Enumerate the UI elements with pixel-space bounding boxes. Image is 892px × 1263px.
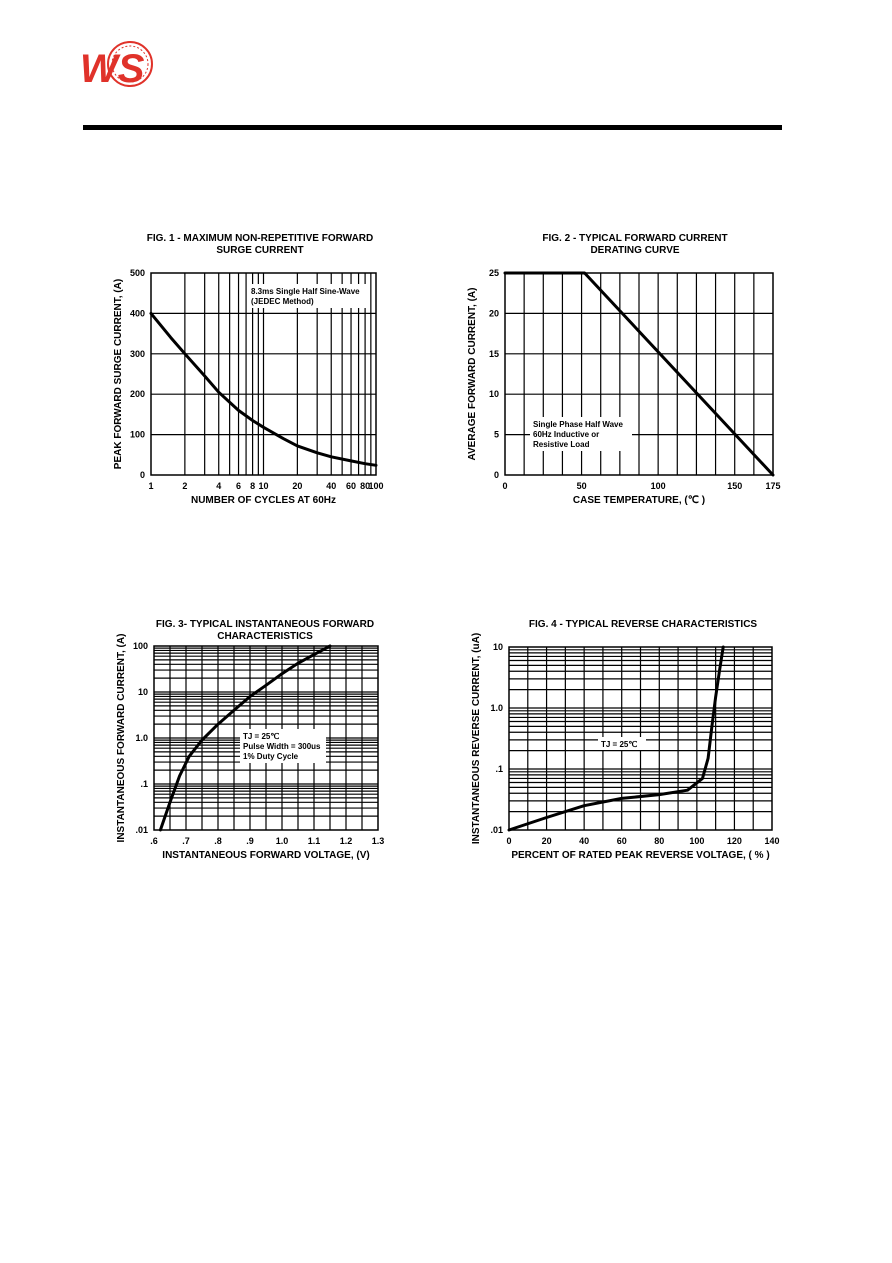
fig4-xtick-label: 120 bbox=[726, 836, 742, 846]
fig2-ytick-label: 10 bbox=[488, 389, 499, 400]
fig3-xtick-label: 1.3 bbox=[371, 836, 385, 846]
fig1-xlabel: NUMBER OF CYCLES AT 60Hz bbox=[190, 495, 337, 506]
fig1-xtick-label: 60 bbox=[346, 481, 357, 491]
fig2-ytick-label: 25 bbox=[488, 268, 499, 278]
fig3-xtick-label: 1.1 bbox=[307, 836, 321, 846]
fig2-annotation-line3: Resistive Load bbox=[533, 440, 590, 449]
fig2-ytick-label: 20 bbox=[488, 308, 499, 319]
fig1-xtick-label: 4 bbox=[216, 481, 222, 491]
fig3-ytick-label: 10 bbox=[137, 687, 148, 697]
fig3-annotation-line1: TJ = 25℃ bbox=[243, 732, 280, 741]
fig3-xlabel: INSTANTANEOUS FORWARD VOLTAGE, (V) bbox=[162, 850, 370, 861]
fig4-xtick-label: 20 bbox=[541, 836, 552, 846]
fig1-ylabel: PEAK FORWARD SURGE CURRENT, (A) bbox=[113, 278, 124, 470]
fig2-xtick-label: 100 bbox=[650, 481, 666, 491]
fig4-xlabel: PERCENT OF RATED PEAK REVERSE VOLTAGE, ( % ) bbox=[511, 850, 770, 861]
fig4-ytick-label: 1.0 bbox=[490, 703, 503, 713]
fig1-xtick-label: 6 bbox=[236, 481, 242, 491]
fig1-ytick-label: 0 bbox=[139, 470, 145, 480]
fig2-xtick-label: 0 bbox=[502, 481, 508, 491]
fig3-xtick-label: .8 bbox=[214, 836, 222, 846]
fig2-ylabel: AVERAGE FORWARD CURRENT, (A) bbox=[467, 287, 478, 461]
fig1-xtick-label: 40 bbox=[326, 481, 337, 491]
fig3-title-line2: CHARACTERISTICS bbox=[217, 631, 313, 642]
fig1-annotation-line2: (JEDEC Method) bbox=[251, 297, 314, 306]
fig1-title-line1: FIG. 1 - MAXIMUM NON-REPETITIVE FORWARD bbox=[146, 233, 374, 244]
fig1-title-line2: SURGE CURRENT bbox=[216, 245, 304, 256]
fig3-ytick-label: .01 bbox=[135, 825, 148, 835]
fig1-annotation-line1: 8.3ms Single Half Sine-Wave bbox=[251, 287, 360, 296]
fig3-ylabel: INSTANTANEOUS FORWARD CURRENT, (A) bbox=[116, 633, 127, 843]
fig4-xtick-label: 40 bbox=[579, 836, 590, 846]
fig3-title-line1: FIG. 3- TYPICAL INSTANTANEOUS FORWARD bbox=[155, 619, 375, 630]
fig2-ytick-label: 5 bbox=[493, 429, 499, 440]
fig4-xtick-label: 140 bbox=[764, 836, 780, 846]
fig2-title-line2: DERATING CURVE bbox=[590, 245, 680, 256]
fig3-ytick-label: 1.0 bbox=[135, 733, 148, 743]
fig1-xtick-label: 2 bbox=[182, 481, 188, 491]
fig1-ytick-label: 200 bbox=[129, 389, 145, 400]
fig2-title-line1: FIG. 2 - TYPICAL FORWARD CURRENT bbox=[542, 233, 728, 244]
fig4-ylabel: INSTANTANEOUS REVERSE CURRENT, (uA) bbox=[471, 632, 482, 845]
fig3-annotation-line2: Pulse Width = 300us bbox=[243, 742, 321, 751]
fig4-xtick-label: 0 bbox=[506, 836, 512, 846]
fig1-xtick-label: 1 bbox=[148, 481, 154, 491]
fig1-ytick-label: 100 bbox=[129, 429, 145, 440]
fig2-ytick-label: 0 bbox=[493, 470, 499, 480]
fig3-xtick-label: .6 bbox=[150, 836, 158, 846]
logo-text: WS bbox=[80, 47, 145, 91]
fig3-ytick-label: 100 bbox=[132, 641, 148, 651]
fig1-ytick-label: 400 bbox=[129, 308, 145, 319]
fig2-annotation-line1: Single Phase Half Wave bbox=[533, 420, 623, 429]
fig2-xtick-label: 175 bbox=[765, 481, 781, 491]
fig4-xtick-label: 80 bbox=[654, 836, 665, 846]
fig1-xtick-label: 80 bbox=[360, 481, 371, 491]
fig2-xtick-label: 150 bbox=[727, 481, 743, 491]
fig3-xtick-label: .7 bbox=[182, 836, 190, 846]
fig1-xtick-label: 10 bbox=[258, 481, 269, 491]
fig1-xtick-label: 100 bbox=[368, 481, 384, 491]
fig4-xtick-label: 60 bbox=[616, 836, 627, 846]
fig1-xtick-label: 20 bbox=[292, 481, 303, 491]
fig3-xtick-label: 1.0 bbox=[275, 836, 289, 846]
fig2-xlabel: CASE TEMPERATURE, (℃ ) bbox=[572, 495, 706, 506]
fig3-annotation-line3: 1% Duty Cycle bbox=[243, 752, 299, 761]
fig2-xtick-label: 50 bbox=[576, 481, 587, 491]
fig4-annotation-line1: TJ = 25℃ bbox=[601, 740, 638, 749]
fig3-xtick-label: 1.2 bbox=[339, 836, 353, 846]
fig2-annotation-line2: 60Hz Inductive or bbox=[533, 430, 600, 439]
fig1-ytick-label: 500 bbox=[129, 268, 145, 278]
fig4-ytick-label: .01 bbox=[490, 825, 503, 835]
fig4-ytick-label: .1 bbox=[495, 764, 503, 774]
fig3-ytick-label: .1 bbox=[140, 779, 148, 789]
fig4-title-line1: FIG. 4 - TYPICAL REVERSE CHARACTERISTICS bbox=[528, 619, 758, 630]
fig4-xtick-label: 100 bbox=[689, 836, 705, 846]
fig2-ytick-label: 15 bbox=[488, 348, 499, 359]
fig1-xtick-label: 8 bbox=[250, 481, 256, 491]
fig3-xtick-label: .9 bbox=[246, 836, 254, 846]
fig4-ytick-label: 10 bbox=[492, 642, 503, 652]
fig1-ytick-label: 300 bbox=[129, 348, 145, 359]
